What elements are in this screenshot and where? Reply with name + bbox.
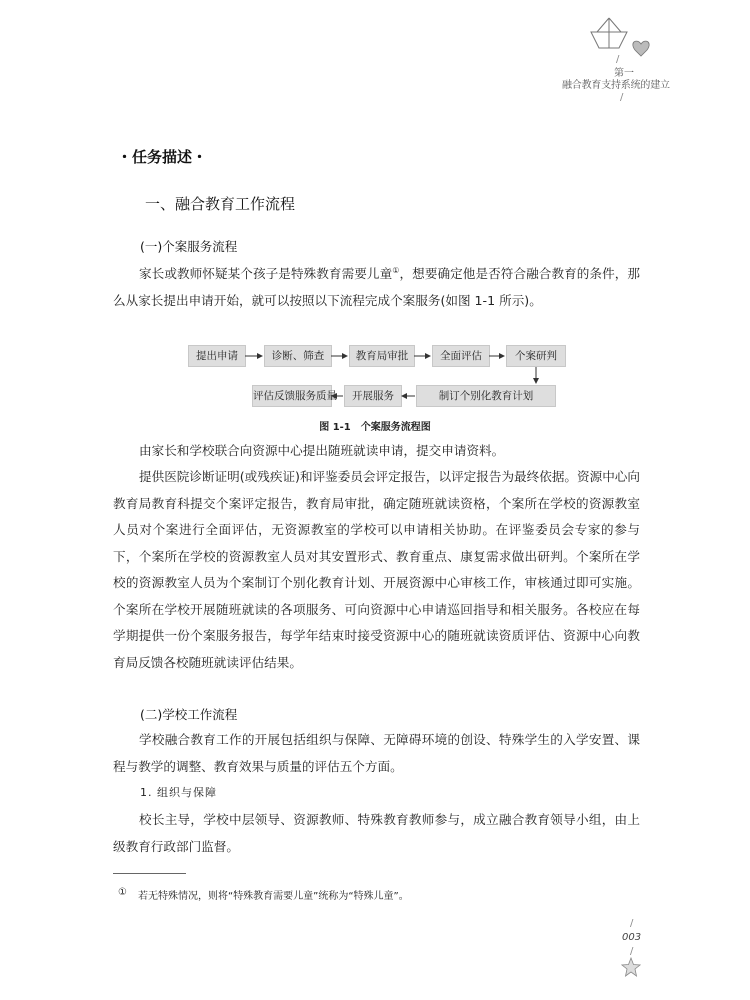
header-slash: / (616, 54, 620, 65)
footnote-reference[interactable]: ① (392, 266, 400, 275)
footnote-mark: ① (118, 887, 127, 898)
header-subtitle: 融合教育支持系统的建立 (562, 80, 670, 91)
star-icon (621, 957, 641, 977)
header-slash: / (620, 92, 624, 103)
paragraph-application: 由家长和学校联合向资源中心提出随班就读申请，提交申请资料。 (139, 443, 505, 458)
intro-text-b: ，想要确定他是否符合融合教育的条件，那么从家长提出申请开始，就可以按照以下流程完成个案服务(如图 1-1 所示)。 (113, 266, 641, 308)
paragraph-school-aspects: 学校融合教育工作的开展包括组织与保障、无障碍环境的创设、特殊学生的入学安置、课程与教学的调整、教育效果与质量的评估五个方面。 (113, 732, 640, 774)
intro-text-a: 家长或教师怀疑某个孩子是特殊教育需要儿童 (139, 266, 393, 282)
flow-step-evaluate: 评估反馈服务质量 (252, 385, 332, 407)
page-number: 003 (622, 932, 642, 943)
heading-organization: 1. 组织与保障 (140, 786, 217, 799)
section-title: ・任务描述・ (117, 148, 208, 166)
page-slash: / (630, 918, 634, 929)
flow-step-diagnosis: 诊断、筛查 (264, 345, 332, 367)
heading-individual-case-process: (一)个案服务流程 (140, 239, 238, 254)
heading-level-1: 一、融合教育工作流程 (145, 195, 296, 213)
flow-step-iep: 制订个别化教育计划 (416, 385, 556, 407)
flow-step-apply: 提出申请 (188, 345, 246, 367)
footnote-text: 若无特殊情况，则将“特殊教育需要儿童”统称为“特殊儿童”。 (138, 891, 409, 902)
footnote-divider (113, 873, 186, 874)
flow-step-assessment: 全面评估 (432, 345, 490, 367)
flow-step-service: 开展服务 (344, 385, 402, 407)
page-slash: / (630, 946, 634, 957)
flowchart-arrows (0, 0, 750, 430)
figure-caption: 图 1-1 个案服务流程图 (319, 422, 431, 433)
header-chapter-label: 第一 (614, 68, 634, 79)
flow-step-approval: 教育局审批 (349, 345, 415, 367)
heading-school-process: (二)学校工作流程 (140, 707, 238, 722)
flow-step-case-study: 个案研判 (506, 345, 566, 367)
paragraph-process-detail: 提供医院诊断证明(或残疾证)和评鉴委员会评定报告，以评定报告为最终依据。资源中心向教育局教育科提交个案评定报告，教育局审批，确定随班就读资格，个案所在学校的资源教室人员对个案进行全面评估，无资源教室的学校可以申请相关协助。在评鉴委员会专家的参与下，个案所在学校的资源教室人员对其安置形式、教育重点、康复需求做出研判。个案所在学校的资源教室人员为个案制订个别化教育计划、开展资源中心审核工作，审核通过即可实施。个案所在学校开展随班就读的各项服务、可向资源中心申请巡回指导和相关服务。各校应在每学期提供一份个案服务报告，每学年结束时接受资源中心的随班就读资质评估、资源中心向教育局反馈各校随班就读评估结果。 (113, 469, 640, 670)
paragraph-organization: 校长主导，学校中层领导、资源教师、特殊教育教师参与，成立融合教育领导小组，由上级教育行政部门监督。 (113, 812, 640, 854)
